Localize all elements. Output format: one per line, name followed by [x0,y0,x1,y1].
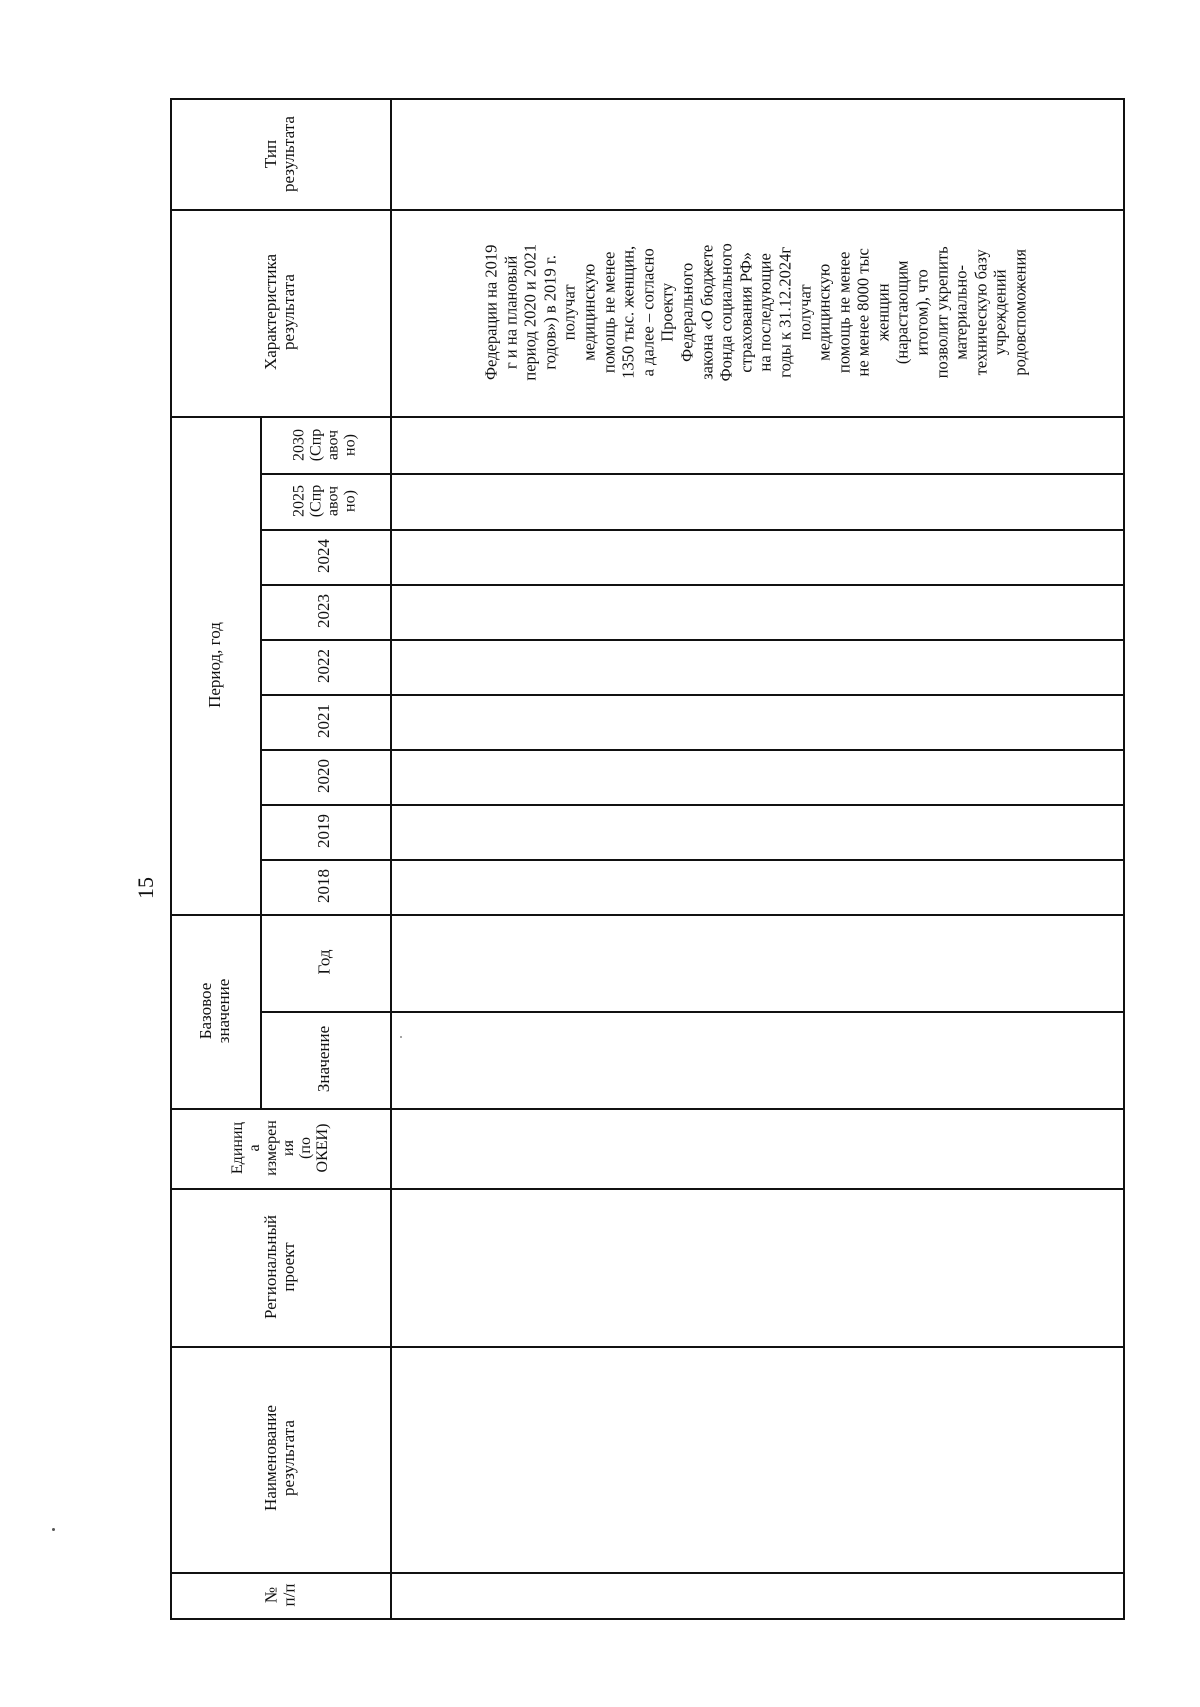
year-2018: 2018 [314,868,333,903]
year-2020: 2020 [314,758,333,793]
header-type: Тип результата [260,116,298,192]
year-2025-reference: 2025 (Спр авоч но) [290,484,358,517]
header-base-value: Значение [313,1025,333,1093]
header-unit: Единиц а измерен ия (по ОКЕИ) [228,1119,331,1176]
header-num: № п/п [260,1583,298,1606]
year-2030-reference: 2030 (Спр авоч но) [290,428,358,461]
year-2023: 2023 [314,593,333,628]
year-2024: 2024 [314,538,333,573]
header-characteristic: Характеристика результата [260,253,298,371]
header-base-year: Год [314,949,333,975]
year-2021: 2021 [314,703,333,738]
characteristic-text: Федерации на 2019 г и на плановый период 2020 и 2021 годов») в 2019 г. получат медицинскую помощь не менее 1350 тыс. женщин, а далее – согласно Проекту Федерального закона «О бюджете Фонда социального страхования РФ» на последующие годы к 31.12.2024г получат медицинскую помощь не менее не менее 8000 тыс женщин (нарастающим итогом), что позволит укрепить материально- техническую базу учреждений родовспоможения [482,242,1031,382]
scan-artifact [52,1528,55,1531]
page-number: 15 [133,877,158,899]
header-project: Региональный проект [261,1214,298,1319]
year-2022: 2022 [314,648,333,683]
header-name: Наименование результата [260,1405,298,1511]
year-2019: 2019 [314,813,333,848]
header-period-group: Период, год [204,621,224,708]
header-base-group: Базовое значение [196,978,233,1043]
